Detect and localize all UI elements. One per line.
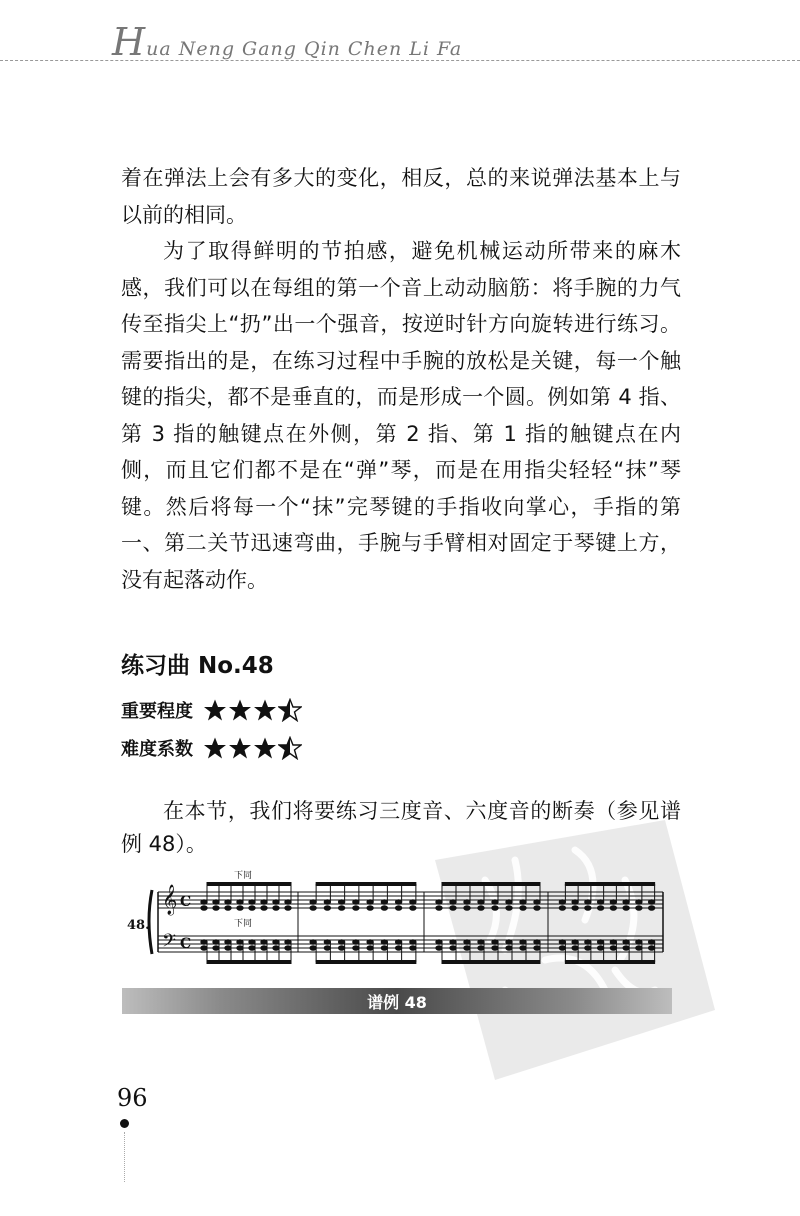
notehead — [249, 946, 255, 951]
star-full-icon — [203, 698, 227, 722]
note-beam — [565, 961, 654, 964]
notehead — [285, 906, 291, 911]
notehead — [597, 940, 603, 945]
notehead — [585, 906, 591, 911]
notehead — [478, 940, 484, 945]
notehead — [249, 900, 255, 905]
score-caption: 谱例 48 — [367, 992, 427, 1012]
notehead — [623, 900, 629, 905]
note-beam — [565, 883, 654, 886]
notehead — [572, 946, 578, 951]
music-score — [118, 862, 670, 982]
star-full-icon — [228, 698, 252, 722]
importance-stars — [203, 698, 303, 722]
notehead — [410, 906, 416, 911]
notehead — [610, 906, 616, 911]
notehead — [381, 940, 387, 945]
notehead — [478, 946, 484, 951]
paragraph-2: 为了取得鲜明的节拍感，避免机械运动所带来的麻木感，我们可以在每组的第一个音上动动脑筋：将手腕的力气传至指尖上“扔”出一个强音，按逆时针方向旋转进行练习。需要指出的是，在练习过程中手腕的放松是关键，每一个触键的指尖，都不是垂直的，而是形成一个圆。例如第 4 指、第 3 指的触键点在外侧，第 2 指、第 1 指的触键点在内侧，而且它们都不是在“弹”琴，而是在用指尖轻轻“抹”琴键。然后将每一个“抹”完琴键的手指收向掌心，手指的第一、第二关节迅速弯曲，手腕与手臂相对固定于琴键上方，没有起落动作。 — [121, 239, 681, 592]
svg-text:𝄞: 𝄞 — [162, 885, 178, 915]
notehead — [636, 940, 642, 945]
notehead — [450, 906, 456, 911]
star-full-icon — [228, 736, 252, 760]
star-full-icon — [253, 736, 277, 760]
notehead — [520, 906, 526, 911]
notehead — [338, 900, 344, 905]
notehead — [310, 940, 316, 945]
notehead — [623, 906, 629, 911]
notehead — [464, 946, 470, 951]
notehead — [436, 900, 442, 905]
notehead — [450, 940, 456, 945]
notehead — [273, 906, 279, 911]
notehead — [285, 940, 291, 945]
star-half-icon — [278, 736, 302, 760]
notehead — [450, 946, 456, 951]
notehead — [273, 940, 279, 945]
notehead — [353, 940, 359, 945]
notehead — [201, 940, 207, 945]
running-header — [112, 22, 732, 62]
svg-text:𝄢: 𝄢 — [162, 931, 177, 956]
notehead — [324, 946, 330, 951]
notehead — [436, 940, 442, 945]
notehead — [506, 940, 512, 945]
notehead — [201, 906, 207, 911]
notehead — [585, 900, 591, 905]
page-marker-dot — [120, 1119, 129, 1128]
notehead — [201, 946, 207, 951]
note-beam — [316, 961, 416, 964]
notehead — [410, 900, 416, 905]
notehead — [381, 946, 387, 951]
difficulty-rating — [121, 731, 303, 765]
notehead — [534, 900, 540, 905]
notehead — [506, 900, 512, 905]
exercise-title: 练习曲 No.48 — [121, 653, 274, 679]
notehead — [324, 906, 330, 911]
notehead — [381, 906, 387, 911]
header-rule — [0, 60, 800, 61]
notehead — [492, 906, 498, 911]
notehead — [367, 906, 373, 911]
notehead — [572, 940, 578, 945]
notehead — [534, 946, 540, 951]
star-half-icon — [278, 698, 302, 722]
notehead — [534, 940, 540, 945]
notehead — [213, 906, 219, 911]
running-header-text: ua Neng Gang Qin Chen Li Fa — [146, 38, 463, 60]
paragraph-1: 着在弹法上会有多大的变化，相反，总的来说弹法基本上与以前的相同。 — [121, 166, 681, 227]
notehead — [225, 900, 231, 905]
star-full-icon — [253, 698, 277, 722]
notehead — [436, 946, 442, 951]
svg-text:C: C — [180, 936, 192, 952]
notehead — [213, 900, 219, 905]
notehead — [353, 946, 359, 951]
notehead — [225, 940, 231, 945]
notehead — [261, 906, 267, 911]
notehead — [285, 900, 291, 905]
notehead — [310, 900, 316, 905]
notehead — [237, 940, 243, 945]
note-beam — [207, 883, 291, 886]
notehead — [648, 940, 654, 945]
score-measure-number: 48. — [127, 918, 150, 933]
notehead — [225, 946, 231, 951]
notehead — [572, 900, 578, 905]
notehead — [338, 940, 344, 945]
notehead — [395, 900, 401, 905]
notehead — [597, 900, 603, 905]
notehead — [285, 946, 291, 951]
notehead — [310, 906, 316, 911]
notehead — [261, 940, 267, 945]
importance-label: 重要程度 — [121, 701, 193, 722]
notehead — [492, 946, 498, 951]
notehead — [534, 906, 540, 911]
notehead — [648, 946, 654, 951]
notehead — [597, 946, 603, 951]
importance-rating — [121, 693, 303, 727]
notehead — [395, 906, 401, 911]
notehead — [464, 900, 470, 905]
notehead — [559, 900, 565, 905]
notehead — [201, 900, 207, 905]
score-marking-lower: 下同 — [234, 919, 253, 929]
notehead — [559, 906, 565, 911]
notehead — [353, 906, 359, 911]
notehead — [213, 940, 219, 945]
notehead — [367, 900, 373, 905]
notehead — [367, 940, 373, 945]
note-beam — [442, 961, 540, 964]
notehead — [395, 946, 401, 951]
notehead — [237, 946, 243, 951]
notehead — [367, 946, 373, 951]
difficulty-stars — [203, 736, 303, 760]
difficulty-label: 难度系数 — [121, 739, 193, 760]
intro-text: 在本节，我们将要练习三度音、六度音的断奏（参见谱例 48）。 — [121, 799, 681, 856]
notehead — [237, 906, 243, 911]
notehead — [520, 940, 526, 945]
notehead — [623, 940, 629, 945]
notehead — [273, 946, 279, 951]
notehead — [636, 906, 642, 911]
notehead — [464, 940, 470, 945]
running-header-initial: H — [112, 20, 147, 64]
notehead — [324, 940, 330, 945]
star-full-icon — [203, 736, 227, 760]
notehead — [310, 946, 316, 951]
notehead — [410, 940, 416, 945]
score-marking-upper: 下同 — [234, 871, 253, 881]
notehead — [636, 900, 642, 905]
notehead — [338, 946, 344, 951]
notehead — [353, 900, 359, 905]
notehead — [237, 900, 243, 905]
notehead — [610, 900, 616, 905]
notehead — [261, 900, 267, 905]
notehead — [506, 906, 512, 911]
notehead — [597, 906, 603, 911]
notehead — [436, 906, 442, 911]
page-number: 96 — [117, 1084, 148, 1112]
notehead — [395, 940, 401, 945]
notehead — [450, 900, 456, 905]
notehead — [261, 946, 267, 951]
notehead — [324, 900, 330, 905]
notehead — [585, 940, 591, 945]
note-beam — [316, 883, 416, 886]
notehead — [623, 946, 629, 951]
score-caption-bar — [122, 988, 672, 1014]
notehead — [249, 906, 255, 911]
page-marker-line — [124, 1132, 125, 1182]
notehead — [273, 900, 279, 905]
notehead — [520, 946, 526, 951]
notehead — [559, 946, 565, 951]
notehead — [506, 946, 512, 951]
notehead — [478, 906, 484, 911]
notehead — [559, 940, 565, 945]
notehead — [381, 900, 387, 905]
notehead — [464, 906, 470, 911]
note-beam — [207, 961, 291, 964]
notehead — [492, 940, 498, 945]
body-text — [121, 160, 681, 598]
notehead — [225, 906, 231, 911]
notehead — [572, 906, 578, 911]
notehead — [213, 946, 219, 951]
notehead — [610, 940, 616, 945]
notehead — [338, 906, 344, 911]
notehead — [636, 946, 642, 951]
notehead — [648, 900, 654, 905]
notehead — [648, 906, 654, 911]
notehead — [610, 946, 616, 951]
notehead — [410, 946, 416, 951]
notehead — [492, 900, 498, 905]
notehead — [478, 900, 484, 905]
notehead — [249, 940, 255, 945]
note-beam — [442, 883, 540, 886]
svg-text:C: C — [180, 894, 192, 910]
notehead — [585, 946, 591, 951]
notehead — [520, 900, 526, 905]
